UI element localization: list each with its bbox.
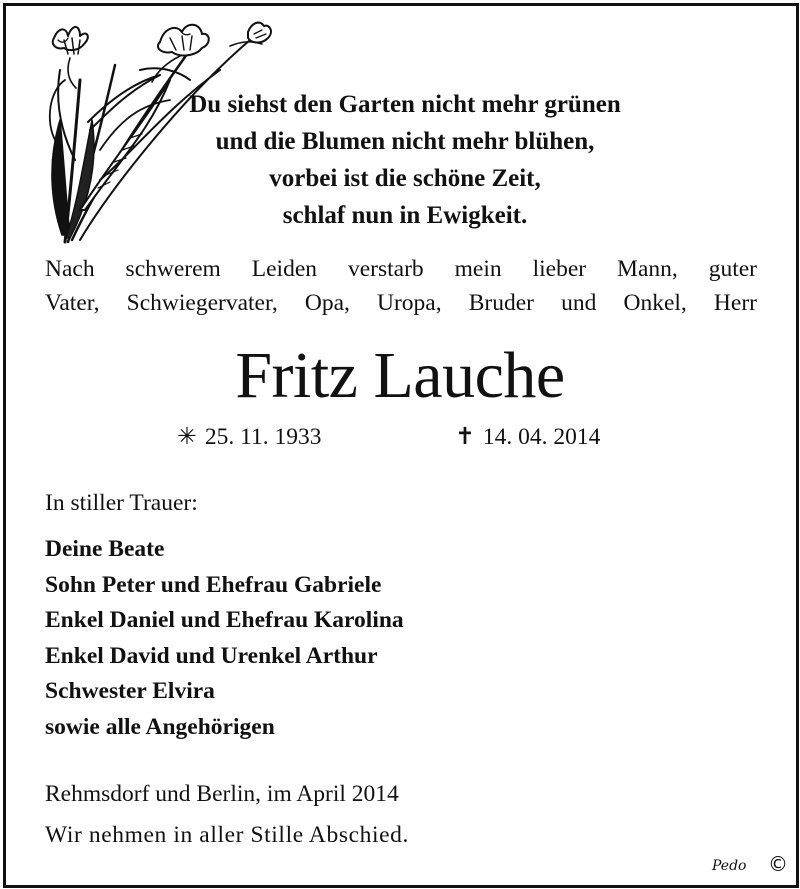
poem-line: und die Blumen nicht mehr blühen, — [215, 128, 595, 155]
intro-line: Nach schwerem Leiden verstarb mein lieber Mann, guter — [45, 256, 757, 282]
designer-signature: Pedo — [712, 858, 747, 874]
poem-line: vorbei ist die schöne Zeit, — [269, 165, 541, 192]
poem — [170, 86, 640, 234]
star-icon: ✳ — [177, 424, 197, 450]
deceased-name: Fritz Lauche — [235, 339, 565, 412]
place-date: Rehmsdorf und Berlin, im April 2014 — [45, 781, 399, 807]
mourners-list — [45, 532, 404, 745]
death-date-value: 14. 04. 2014 — [482, 424, 601, 450]
intro-text — [45, 252, 757, 320]
death-date — [453, 420, 600, 454]
birth-date — [175, 420, 322, 454]
mourner: Deine Beate — [45, 536, 165, 562]
mourning-heading: In stiller Trauer: — [45, 490, 198, 516]
mourner: Schwester Elvira — [45, 678, 215, 704]
copyright-icon: © — [768, 852, 788, 876]
mourner: Enkel David und Urenkel Arthur — [45, 642, 378, 669]
mourner: sowie alle Angehörigen — [45, 713, 275, 740]
birth-date-value: 25. 11. 1933 — [204, 424, 322, 450]
intro-line: Vater, Schwiegervater, Opa, Uropa, Bruder und Onkel, Herr — [45, 290, 757, 316]
mourner: Enkel Daniel und Ehefrau Karolina — [45, 607, 404, 633]
mourner: Sohn Peter und Ehefrau Gabriele — [45, 571, 382, 598]
poem-line: Du siehst den Garten nicht mehr grünen — [189, 91, 621, 118]
cross-icon: ✝ — [455, 424, 475, 450]
closing-text: Wir nehmen in aller Stille Abschied. — [45, 822, 409, 848]
poem-line: schlaf nun in Ewigkeit. — [282, 202, 528, 229]
